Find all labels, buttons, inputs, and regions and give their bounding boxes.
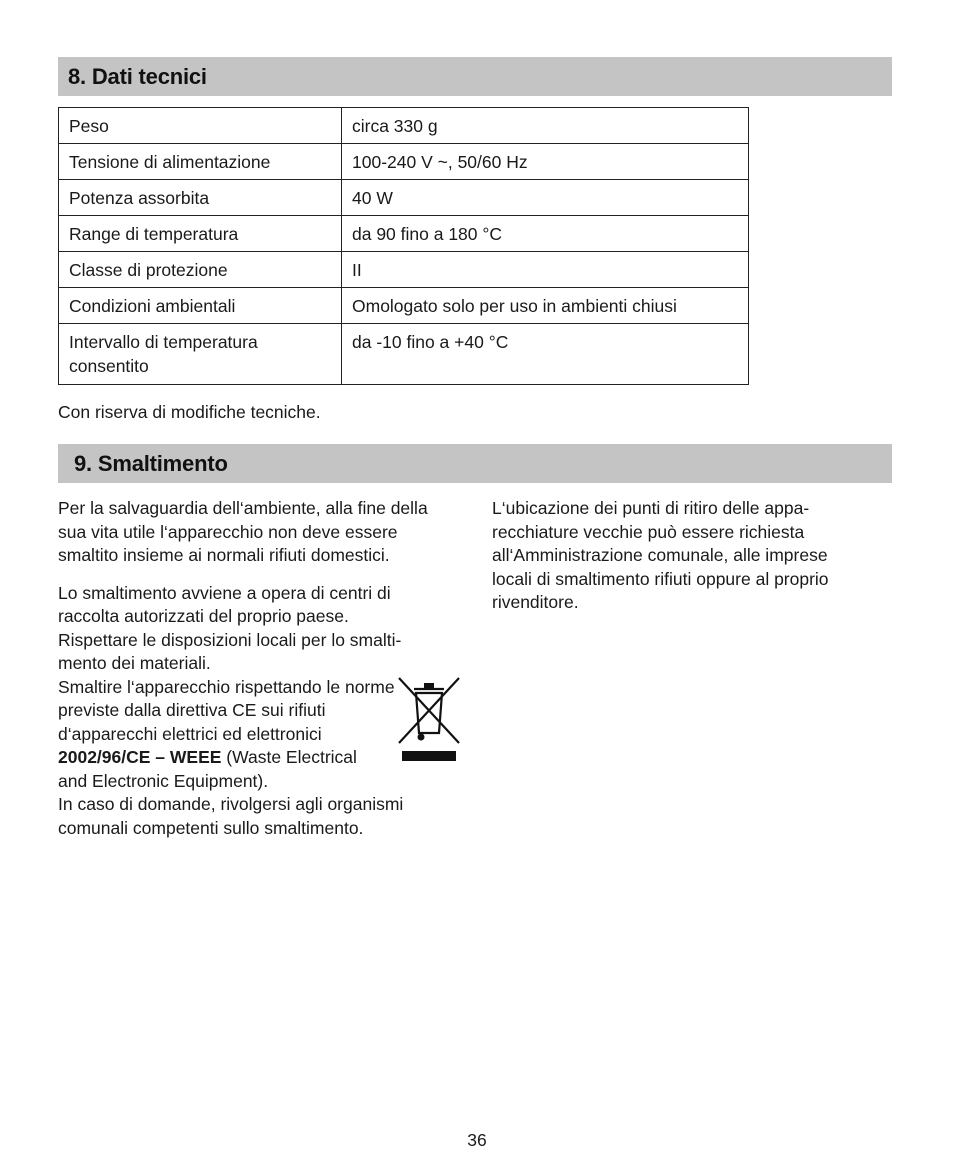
disposal-right-column [492, 497, 892, 615]
table-row [59, 108, 749, 144]
disposal-paragraph [58, 746, 388, 793]
table-row [59, 324, 749, 385]
spec-label: Peso [59, 108, 342, 144]
spec-label: Potenza assorbita [59, 180, 342, 216]
spec-label: Classe di protezione [59, 252, 342, 288]
section-title-tech: 8. Dati tecnici [68, 64, 207, 89]
spec-label: Tensione di alimentazione [59, 144, 342, 180]
section-header-disposal [58, 444, 892, 483]
table-row [59, 288, 749, 324]
spec-value: II [342, 252, 749, 288]
disposal-paragraph: Lo smaltimento avviene a opera di centri di raccolta autorizzati del proprio paese. Rispettare le disposizioni locali per lo smalti-mento dei materiali. [58, 582, 402, 673]
disposal-paragraph: In caso di domande, rivolgersi agli organismi comunali competenti sullo smaltimento. [58, 794, 404, 838]
spec-value: Omologato solo per uso in ambienti chiusi [342, 288, 749, 324]
table-row [59, 252, 749, 288]
spec-label: Intervallo di temperatura consentito [59, 324, 342, 385]
weee-description: (Waste Electrical and Electronic Equipment). [58, 747, 357, 791]
disposal-paragraph: Smaltire l‘apparecchio rispettando le norme previste dalla direttiva CE sui rifiuti d‘apparecchi elettrici ed elettronici [58, 676, 395, 744]
spec-label: Range di temperatura [59, 216, 342, 252]
section-title-disposal: 9. Smaltimento [74, 451, 228, 476]
disposal-left-column [58, 497, 468, 840]
table-row [59, 180, 749, 216]
technical-changes-note: Con riserva di modifiche tecniche. [58, 402, 321, 422]
disposal-paragraph: L‘ubicazione dei punti di ritiro delle appa-recchiature vecchie può essere richiesta all‘Amministrazione comunale, alle imprese locali di smaltimento rifiuti oppure al proprio rivenditore. [492, 498, 829, 612]
crossed-out-wheelie-bin-icon [396, 675, 462, 765]
spec-value: da -10 fino a +40 °C [342, 324, 749, 385]
spec-value: circa 330 g [342, 108, 749, 144]
weee-directive: 2002/96/CE – WEEE [58, 747, 222, 767]
page-number: 36 [467, 1130, 487, 1150]
specs-table [58, 107, 749, 385]
table-row [59, 144, 749, 180]
spec-value: 40 W [342, 180, 749, 216]
spec-label: Condizioni ambientali [59, 288, 342, 324]
spec-value: 100-240 V ~, 50/60 Hz [342, 144, 749, 180]
spec-value: da 90 fino a 180 °C [342, 216, 749, 252]
section-header-tech [58, 57, 892, 96]
disposal-paragraph: Per la salvaguardia dell‘ambiente, alla fine della sua vita utile l‘apparecchio non deve essere smaltito insieme ai normali rifiuti domestici. [58, 498, 428, 565]
table-row [59, 216, 749, 252]
